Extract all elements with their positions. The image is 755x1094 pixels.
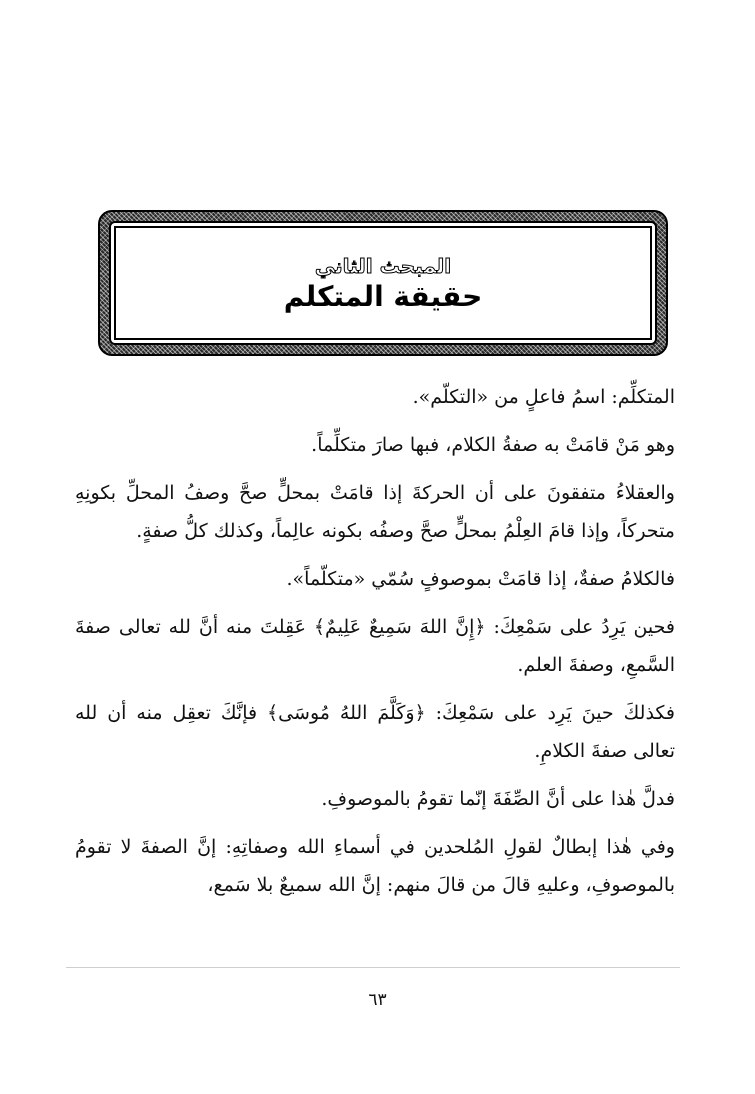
paragraph-speech-attribute: فالكلامُ صفةٌ، إذا قامَتْ بموصوفٍ سُمّي «متكلّماً».: [286, 568, 675, 590]
paragraph-attributes: والعقلاءُ متفقونَ على أن الحركةَ إذا قامَتْ بمحلٍّ صحَّ وصفُ المحلِّ بكونِهِ متحركاً، وإذا قامَ العِلْمُ بمحلٍّ صحَّ وصفُه بكونه عالِماً، وكذلك كلُّ صفةٍ.: [75, 482, 675, 542]
heading-box: [114, 226, 652, 340]
paragraph-definition: المتكلِّم: اسمُ فاعلٍ من «التكلّم».: [412, 386, 675, 408]
paragraph-refutation: وفي هٰذا إبطالٌ لقولِ المُلحدين في أسماءِ الله وصفاتِهِ: إنَّ الصفةَ لا تقومُ بالموصوفِ، وعليهِ قالَ من قالَ منهم: إنَّ الله سميعٌ بلا سَمع،: [75, 836, 675, 896]
paragraph-speaker: وهو مَنْ قامَتْ به صفةُ الكلام، فبها صارَ متكلِّماً.: [311, 434, 675, 456]
section-title: حقيقة المتكلم: [283, 279, 483, 313]
section-heading-frame: [98, 210, 668, 356]
paragraph-conclusion: فدلَّ هٰذا على أنَّ الصِّفَةَ إنّما تقومُ بالموصوفِ.: [321, 788, 675, 810]
page-number: ٦٣: [368, 990, 387, 1010]
body-text: [75, 378, 675, 914]
paragraph-hearing-verse: فحين يَرِدُ على سَمْعِكَ: ﴿إِنَّ اللهَ سَمِيعٌ عَلِيمٌ﴾ عَقِلتَ منه أنَّ لله تعالى صفةَ السَّمعِ، وصفةَ العلم.: [75, 616, 675, 676]
footer-divider: [66, 967, 680, 968]
section-label: المبحث الثاني: [314, 253, 452, 278]
paragraph-musa-verse: فكذلكَ حينَ يَرِد على سَمْعِكَ: ﴿وَكَلَّمَ اللهُ مُوسَى﴾ فإنَّكَ تعقِل منه أن لله تعالى صفةَ الكلامِ.: [75, 702, 675, 762]
frame-border: [109, 221, 657, 345]
